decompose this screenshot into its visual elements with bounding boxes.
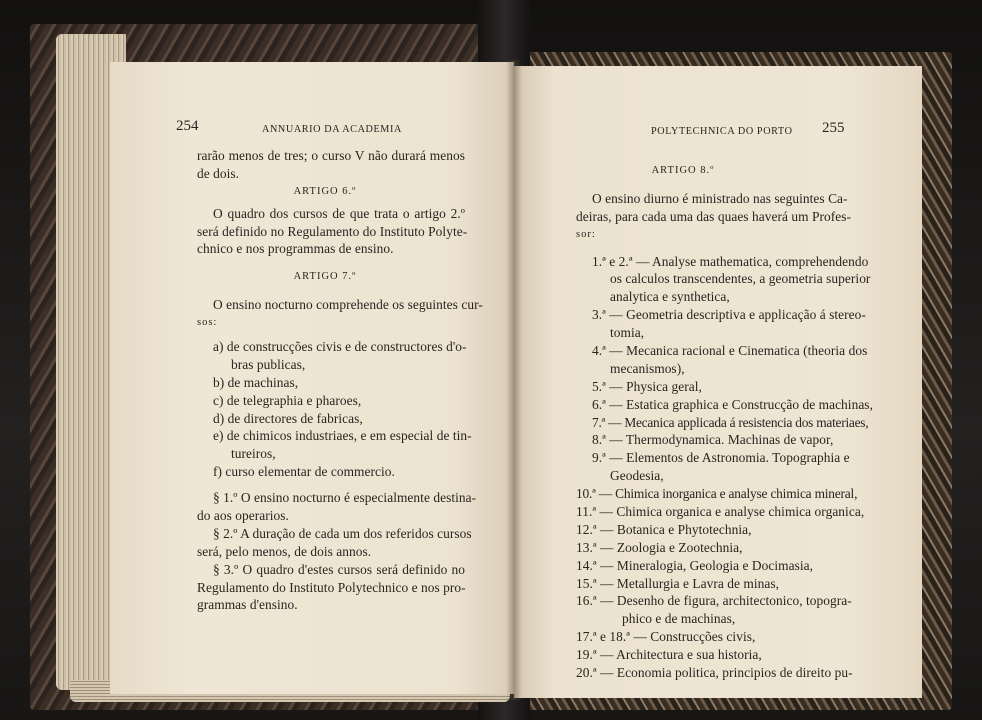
text-line: sos: xyxy=(197,317,218,329)
text-line: será, pelo menos, de dois annos. xyxy=(197,543,372,559)
list-item: 20.ª — Economia politica, principios de direito pu- xyxy=(576,665,853,681)
text-line: de dois. xyxy=(197,165,240,181)
text-line: bras publicas, xyxy=(231,356,306,372)
list-item: a) de construcções civis e de constructores d'o- xyxy=(213,339,467,355)
text-line: tureiros, xyxy=(231,446,276,462)
list-item: 5.ª — Physica geral, xyxy=(592,378,702,394)
text-line: será definido no Regulamento do Instituto Polyte- xyxy=(197,223,468,239)
running-head-right: POLYTECHNICA DO PORTO xyxy=(651,126,793,137)
paragraph-line: § 2.º A duração de cada um dos referidos cursos xyxy=(213,525,472,541)
list-item: 11.ª — Chimica organica e analyse chimica organica, xyxy=(576,504,865,520)
text-line: O quadro dos cursos de que trata o artigo 2.º xyxy=(213,205,465,221)
page-number-left: 254 xyxy=(176,118,199,134)
list-item: f) curso elementar de commercio. xyxy=(213,464,395,480)
article-heading: ARTIGO 8.º xyxy=(651,165,715,176)
list-item: 10.ª — Chimica inorganica e analyse chimica mineral, xyxy=(576,486,858,502)
list-item: e) de chimicos industriaes, e em especial de tin- xyxy=(213,428,472,444)
list-item: 1.ª e 2.ª — Analyse mathematica, comprehendendo xyxy=(592,253,869,269)
right-page-text xyxy=(576,162,873,682)
list-item: 15.ª — Metallurgia e Lavra de minas, xyxy=(576,575,780,591)
text-line: O ensino nocturno comprehende os seguintes cur- xyxy=(213,297,483,313)
text-line: Regulamento do Instituto Polytechnico e nos pro- xyxy=(197,579,466,595)
text-line: tomia, xyxy=(610,325,645,341)
text-line: phico e de machinas, xyxy=(622,611,736,627)
list-item: 7.ª — Mecanica applicada á resistencia dos materiaes, xyxy=(592,414,869,430)
list-item: 9.ª — Elementos de Astronomia. Topographia e xyxy=(592,450,850,466)
text-line: os calculos transcendentes, a geometria superior xyxy=(610,271,871,287)
article-heading: ARTIGO 7.º xyxy=(293,271,357,283)
list-item: b) de machinas, xyxy=(213,374,299,390)
text-line: Geodesia, xyxy=(610,468,664,484)
text-line: deiras, para cada uma das quaes haverá um Profes- xyxy=(576,208,851,224)
text-line: O ensino diurno é ministrado nas seguintes Ca- xyxy=(592,190,848,206)
list-item: 13.ª — Zoologia e Zootechnia, xyxy=(576,539,743,555)
list-item: 12.ª — Botanica e Phytotechnia, xyxy=(576,521,752,537)
list-item: c) de telegraphia e pharoes, xyxy=(213,392,362,408)
page-number-right: 255 xyxy=(822,120,845,136)
list-item: 17.ª e 18.ª — Construcções civis, xyxy=(576,629,756,645)
paragraph-line: § 3.º O quadro d'estes cursos será definido no xyxy=(213,561,465,577)
list-item: 8.ª — Thermodynamica. Machinas de vapor, xyxy=(592,432,834,448)
list-item: 3.ª — Geometria descriptiva e applicação á stereo- xyxy=(592,307,866,323)
list-item: 4.ª — Mecanica racional e Cinematica (theoria dos xyxy=(592,343,868,359)
paragraph-line: § 1.º O ensino nocturno é especialmente destina- xyxy=(213,490,477,506)
list-item: d) de directores de fabricas, xyxy=(213,410,363,426)
text-line: do aos operarios. xyxy=(197,508,289,524)
left-page-text xyxy=(197,147,483,614)
text-line: chnico e nos programmas de ensino. xyxy=(197,241,394,257)
list-item: 16.ª — Desenho de figura, architectonico, topogra- xyxy=(576,593,852,609)
article-heading: ARTIGO 6.º xyxy=(293,185,357,197)
list-item: 14.ª — Mineralogia, Geologia e Docimasia, xyxy=(576,557,814,573)
list-item: 6.ª — Estatica graphica e Construcção de machinas, xyxy=(592,396,873,412)
running-head-left: ANNUARIO DA ACADEMIA xyxy=(262,124,402,135)
text-line: mecanismos), xyxy=(610,360,685,376)
text-line: analytica e synthetica, xyxy=(610,289,730,305)
gutter-shadow xyxy=(506,60,522,700)
text-line: rarão menos de tres; o curso V não durará menos xyxy=(197,148,465,163)
text-line: sor: xyxy=(576,228,596,240)
list-item: 19.ª — Architectura e sua historia, xyxy=(576,647,762,663)
text-line: grammas d'ensino. xyxy=(197,597,298,613)
